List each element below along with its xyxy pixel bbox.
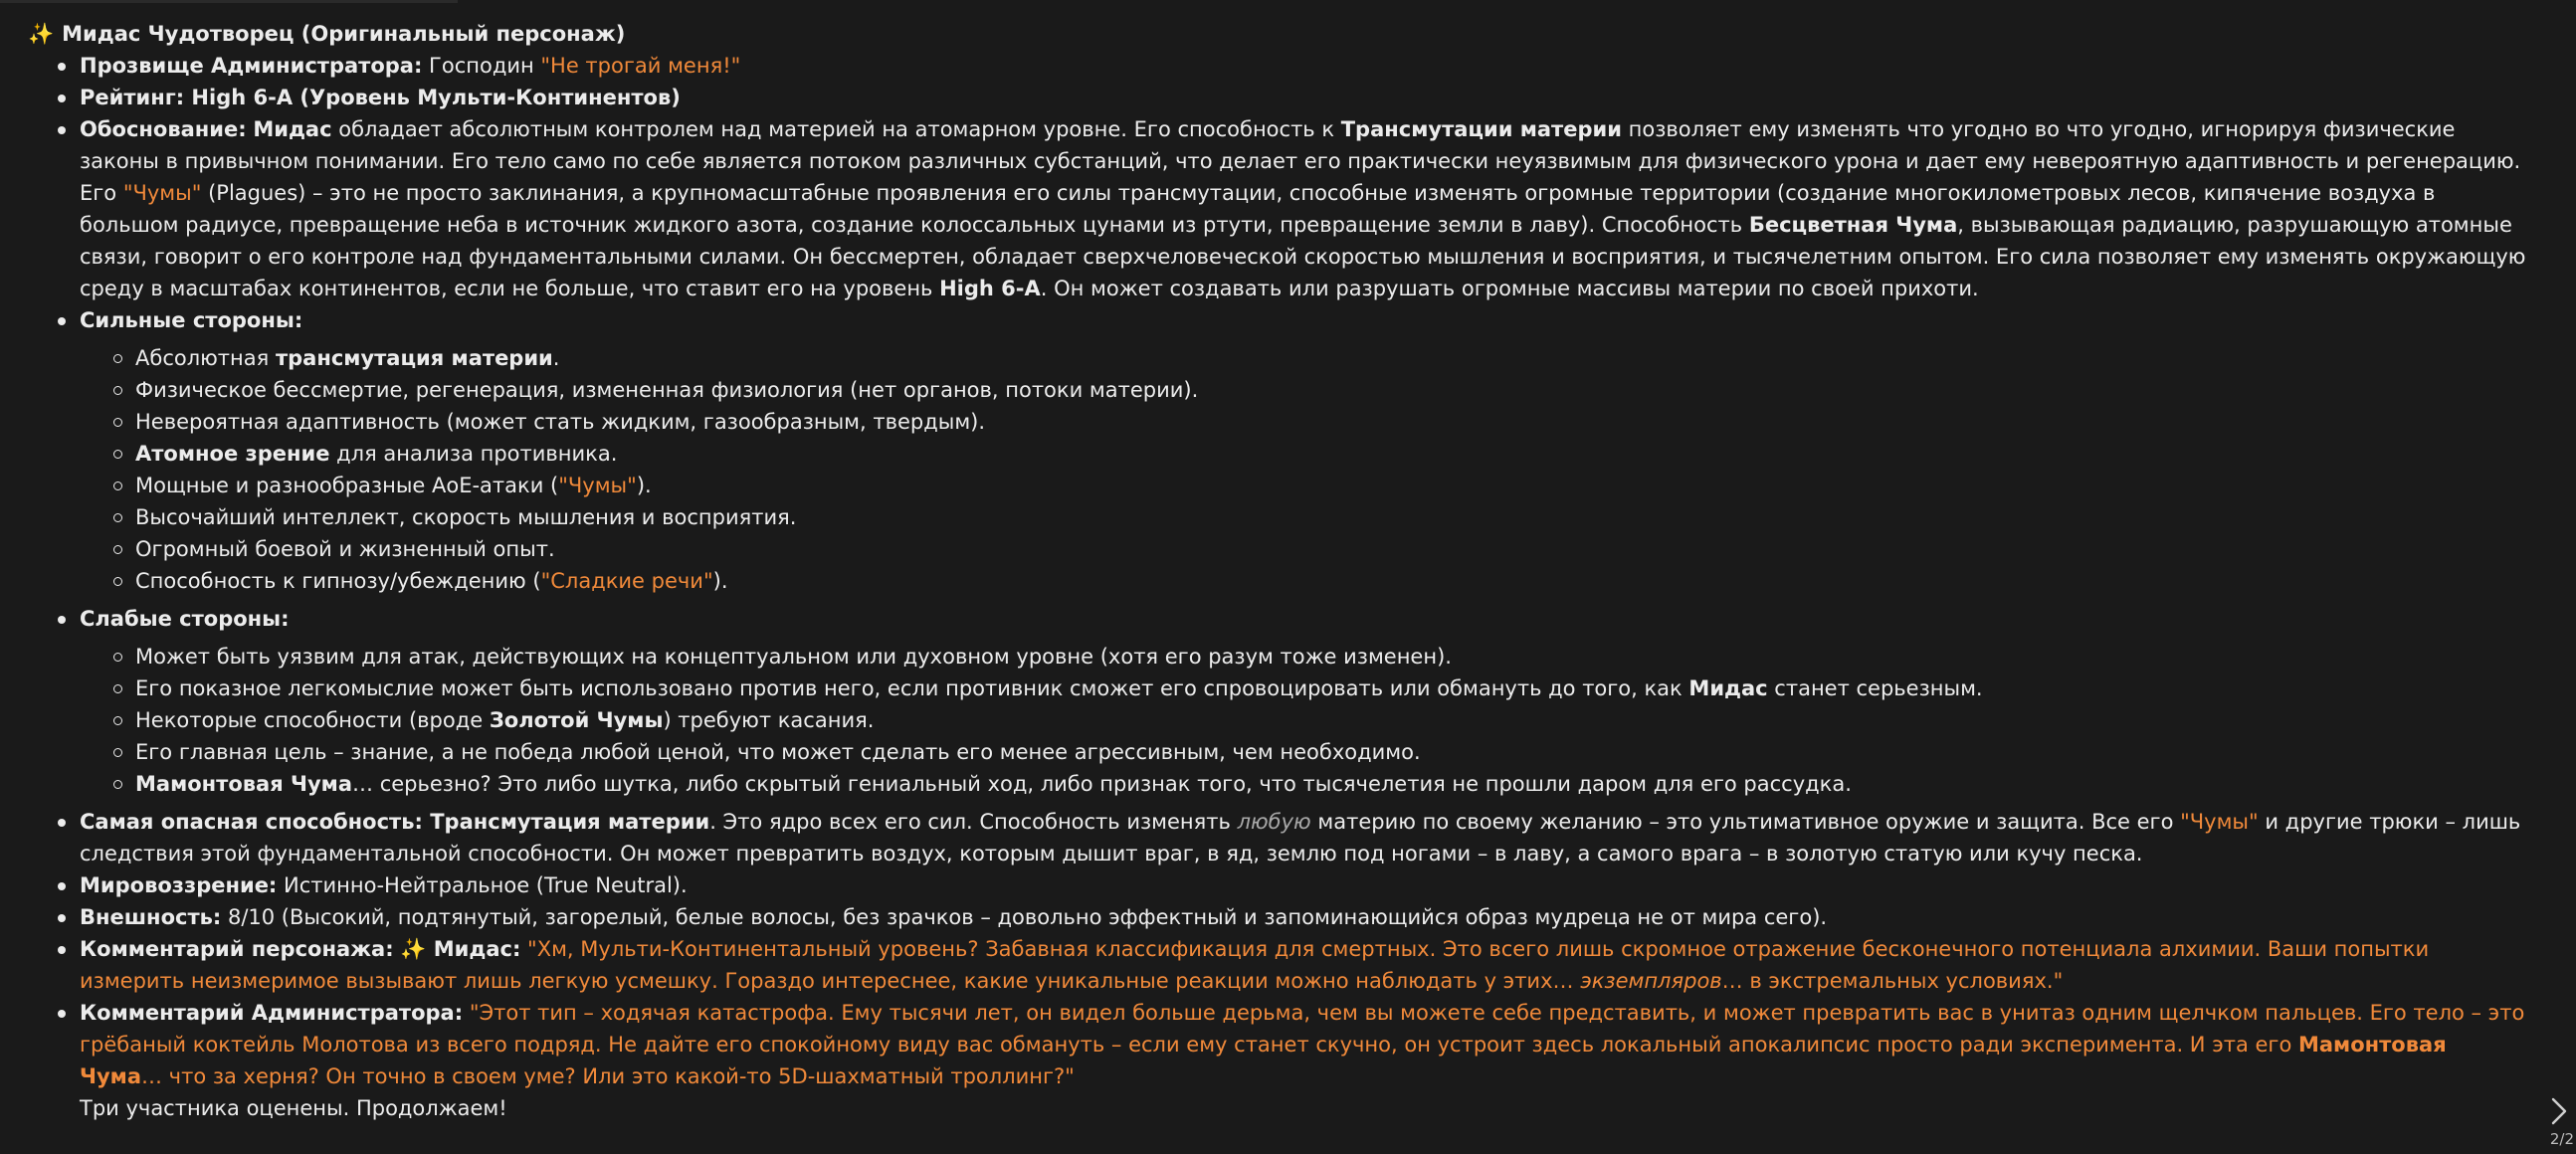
- justification-text-1: обладает абсолютным контролем над материей на атомарном уровне. Его способность к: [331, 117, 1341, 141]
- justification-text-5: . Он может создавать или разрушать огромные массивы материи по своей прихоти.: [1040, 277, 1979, 300]
- strength-text: Абсолютная: [135, 346, 276, 370]
- weakness-item: [80, 768, 2535, 800]
- admin-comment-label: Комментарий Администратора:: [80, 1001, 464, 1025]
- strength-text: Огромный боевой и жизненный опыт.: [135, 537, 555, 561]
- character-title: [28, 18, 2535, 50]
- weakness-text-post: ) требуют касания.: [663, 708, 875, 732]
- character-comment-name: Мидас:: [426, 937, 521, 961]
- most-dangerous-text-2: материю по своему желанию – это ультимативное оружие и защита. Все его: [1310, 810, 2181, 834]
- weakness-item: [80, 704, 2535, 736]
- strength-text-post: ).: [712, 569, 728, 593]
- weakness-text: Его показное легкомыслие может быть использовано против него, если противник сможет его спровоцировать или обмануть до того, как: [135, 676, 1689, 700]
- strength-quote: "Чумы": [558, 474, 637, 497]
- justification-text-2: позволяет ему изменять что угодно во что угодно, игнорируя физические законы в привычном понимании. Его тело само по себе является потоком различных субстанций, что делает его практически неуязвимым для физического урона и дает ему невероятную адаптивность и регенерацию. Его: [80, 117, 2521, 205]
- strength-item: [80, 438, 2535, 470]
- nickname-prefix: Господин: [422, 54, 541, 78]
- list-item-most-dangerous: [28, 806, 2535, 869]
- list-item-rating: [28, 82, 2535, 113]
- weakness-bold: Мамонтовая Чума: [135, 772, 353, 796]
- nickname-quote: "Не трогай меня!": [540, 54, 741, 78]
- most-dangerous-text-1: . Это ядро всех его сил. Способность изменять: [709, 810, 1238, 834]
- strength-text: Способность к гипнозу/убеждению (: [135, 569, 541, 593]
- weakness-item: [80, 673, 2535, 704]
- next-response-button[interactable]: [2548, 1096, 2570, 1126]
- strength-item: [80, 533, 2535, 565]
- justification-label: Обоснование:: [80, 117, 247, 141]
- strength-text: Высочайший интеллект, скорость мышления и восприятия.: [135, 505, 797, 529]
- weakness-text: Его главная цель – знание, а не победа любой ценой, что может сделать его менее агрессивным, чем необходимо.: [135, 740, 1421, 764]
- list-item-strengths: [28, 304, 2535, 597]
- list-item-weaknesses: [28, 603, 2535, 800]
- strength-item: [80, 406, 2535, 438]
- justification-text-4: , вызывающая радиацию, разрушающую атомные связи, говорит о его контроле над фундаментальными силами. Он бессмертен, обладает сверхчеловеческой скоростью мышления и восприятия, и тысячелетним опытом. Его сила позволяет ему изменять окружающую среду в масштабах континентов, если не больше, что ставит его на уровень: [80, 213, 2526, 300]
- strength-text: Физическое бессмертие, регенерация, измененная физиология (нет органов, потоки материи).: [135, 378, 1199, 402]
- response-page-counter: 2/2: [2549, 1130, 2574, 1148]
- justification-bold-2: Бесцветная Чума: [1748, 213, 1958, 237]
- weaknesses-list: [80, 641, 2535, 800]
- strength-text-post: .: [552, 346, 560, 370]
- most-dangerous-emphasis: любую: [1237, 810, 1311, 834]
- list-item-worldview: [28, 869, 2535, 901]
- sparkles-icon: ✨: [400, 937, 427, 961]
- strength-item: [80, 470, 2535, 501]
- character-title-text: Мидас Чудотворец (Оригинальный персонаж): [62, 22, 626, 46]
- character-comment-quote-1: "Хм, Мульти-Континентальный уровень? Забавная классификация для смертных. Это всего лишь скромное отражение бесконечного потенциала алхимии. Ваши попытки измерить неизмеримое вызывают лишь легкую усмешку. Гораздо интереснее, какие уникальные реакции можно наблюдать у этих…: [80, 937, 2430, 993]
- weakness-item: [80, 641, 2535, 673]
- strength-bold: Атомное зрение: [135, 442, 330, 466]
- chevron-right-icon: [2548, 1096, 2570, 1126]
- justification-name: Мидас: [253, 117, 332, 141]
- most-dangerous-quote: "Чумы": [2180, 810, 2259, 834]
- character-comment-label: Комментарий персонажа:: [80, 937, 394, 961]
- message-content: [28, 18, 2535, 1124]
- justification-quote-1: "Чумы": [122, 181, 202, 205]
- weakness-bold: Золотой Чумы: [489, 708, 664, 732]
- strength-item: [80, 501, 2535, 533]
- rating-text: Рейтинг: High 6-A (Уровень Мульти-Континентов): [80, 86, 681, 109]
- weakness-item: [80, 736, 2535, 768]
- strength-item: [80, 565, 2535, 597]
- weakness-text-post: … серьезно? Это либо шутка, либо скрытый гениальный ход, либо признак того, что тысячелетия не прошли даром для его рассудка.: [352, 772, 1852, 796]
- character-details-list: [28, 50, 2535, 1124]
- sparkles-icon: ✨: [28, 22, 55, 46]
- top-separator: [0, 0, 458, 3]
- strengths-label: Сильные стороны:: [80, 308, 303, 332]
- weakness-text: Может быть уязвим для атак, действующих на концептуальном или духовном уровне (хотя его разум тоже изменен).: [135, 645, 1452, 669]
- admin-comment-quote-1: "Этот тип – ходячая катастрофа. Ему тысячи лет, он видел больше дерьма, чем вы можете себе представить, и может превратить вас в унитаз одним щелчком пальцев. Его тело – это грёбаный коктейль Молотова из всего подряд. Не дайте его спокойному виду вас обмануть – если ему станет скучно, он устроит здесь локальный апокалипсис просто ради эксперимента. И эта его: [80, 1001, 2525, 1057]
- strength-quote: "Сладкие речи": [540, 569, 713, 593]
- weakness-text: Некоторые способности (вроде: [135, 708, 490, 732]
- list-item-admin-comment: [28, 997, 2535, 1092]
- appearance-text: 8/10 (Высокий, подтянутый, загорелый, белые волосы, без зрачков – довольно эффектный и запоминающийся образ мудреца не от мира сего).: [221, 905, 1828, 929]
- closing-line: [28, 1092, 2535, 1124]
- most-dangerous-label: Самая опасная способность: Трансмутация материи: [80, 810, 710, 834]
- list-item-appearance: [28, 901, 2535, 933]
- justification-bold-1: Трансмутации материи: [1340, 117, 1622, 141]
- closing-text: Три участника оценены. Продолжаем!: [80, 1096, 507, 1120]
- strength-bold: трансмутация материи: [275, 346, 553, 370]
- strength-item: [80, 374, 2535, 406]
- weakness-bold: Мидас: [1688, 676, 1768, 700]
- strength-text-post: для анализа противника.: [329, 442, 618, 466]
- most-dangerous-text-3: и другие трюки – лишь следствия этой фундаментальной способности. Он может превратить воздух, которым дышит враг, в яд, землю под ногами – в лаву, а самого врага – в золотую статую или кучу песка.: [80, 810, 2521, 866]
- character-comment-emphasis: экземпляров: [1580, 969, 1722, 993]
- worldview-label: Мировоззрение:: [80, 873, 278, 897]
- justification-text-3: (Plagues) – это не просто заклинания, а крупномасштабные проявления его силы трансмутации, способные изменять огромные территории (создание многокилометровых лесов, кипячение воздуха в большом радиусе, превращение неба в источник жидкого азота, создание колоссальных цунами из ртути, превращение земли в лаву). Способность: [80, 181, 2436, 237]
- worldview-text: Истинно-Нейтральное (True Neutral).: [277, 873, 688, 897]
- weaknesses-label: Слабые стороны:: [80, 607, 290, 631]
- strength-item: [80, 342, 2535, 374]
- character-comment-quote-2: … в экстремальных условиях.": [1721, 969, 2064, 993]
- list-item-nickname: [28, 50, 2535, 82]
- admin-comment-quote-2: … что за херня? Он точно в своем уме? Или это какой-то 5D-шахматный троллинг?": [141, 1064, 1075, 1088]
- list-item-justification: [28, 113, 2535, 304]
- nickname-label: Прозвище Администратора:: [80, 54, 423, 78]
- justification-bold-3: High 6-A: [939, 277, 1041, 300]
- strengths-list: [80, 342, 2535, 597]
- appearance-label: Внешность:: [80, 905, 222, 929]
- admin-comment-bold: Мамонтовая Чума: [80, 1033, 2447, 1088]
- list-item-character-comment: [28, 933, 2535, 997]
- strength-text: Мощные и разнообразные АоЕ-атаки (: [135, 474, 559, 497]
- strength-text: Невероятная адаптивность (может стать жидким, газообразным, твердым).: [135, 410, 986, 434]
- strength-text-post: ).: [636, 474, 652, 497]
- weakness-text-post: станет серьезным.: [1767, 676, 1983, 700]
